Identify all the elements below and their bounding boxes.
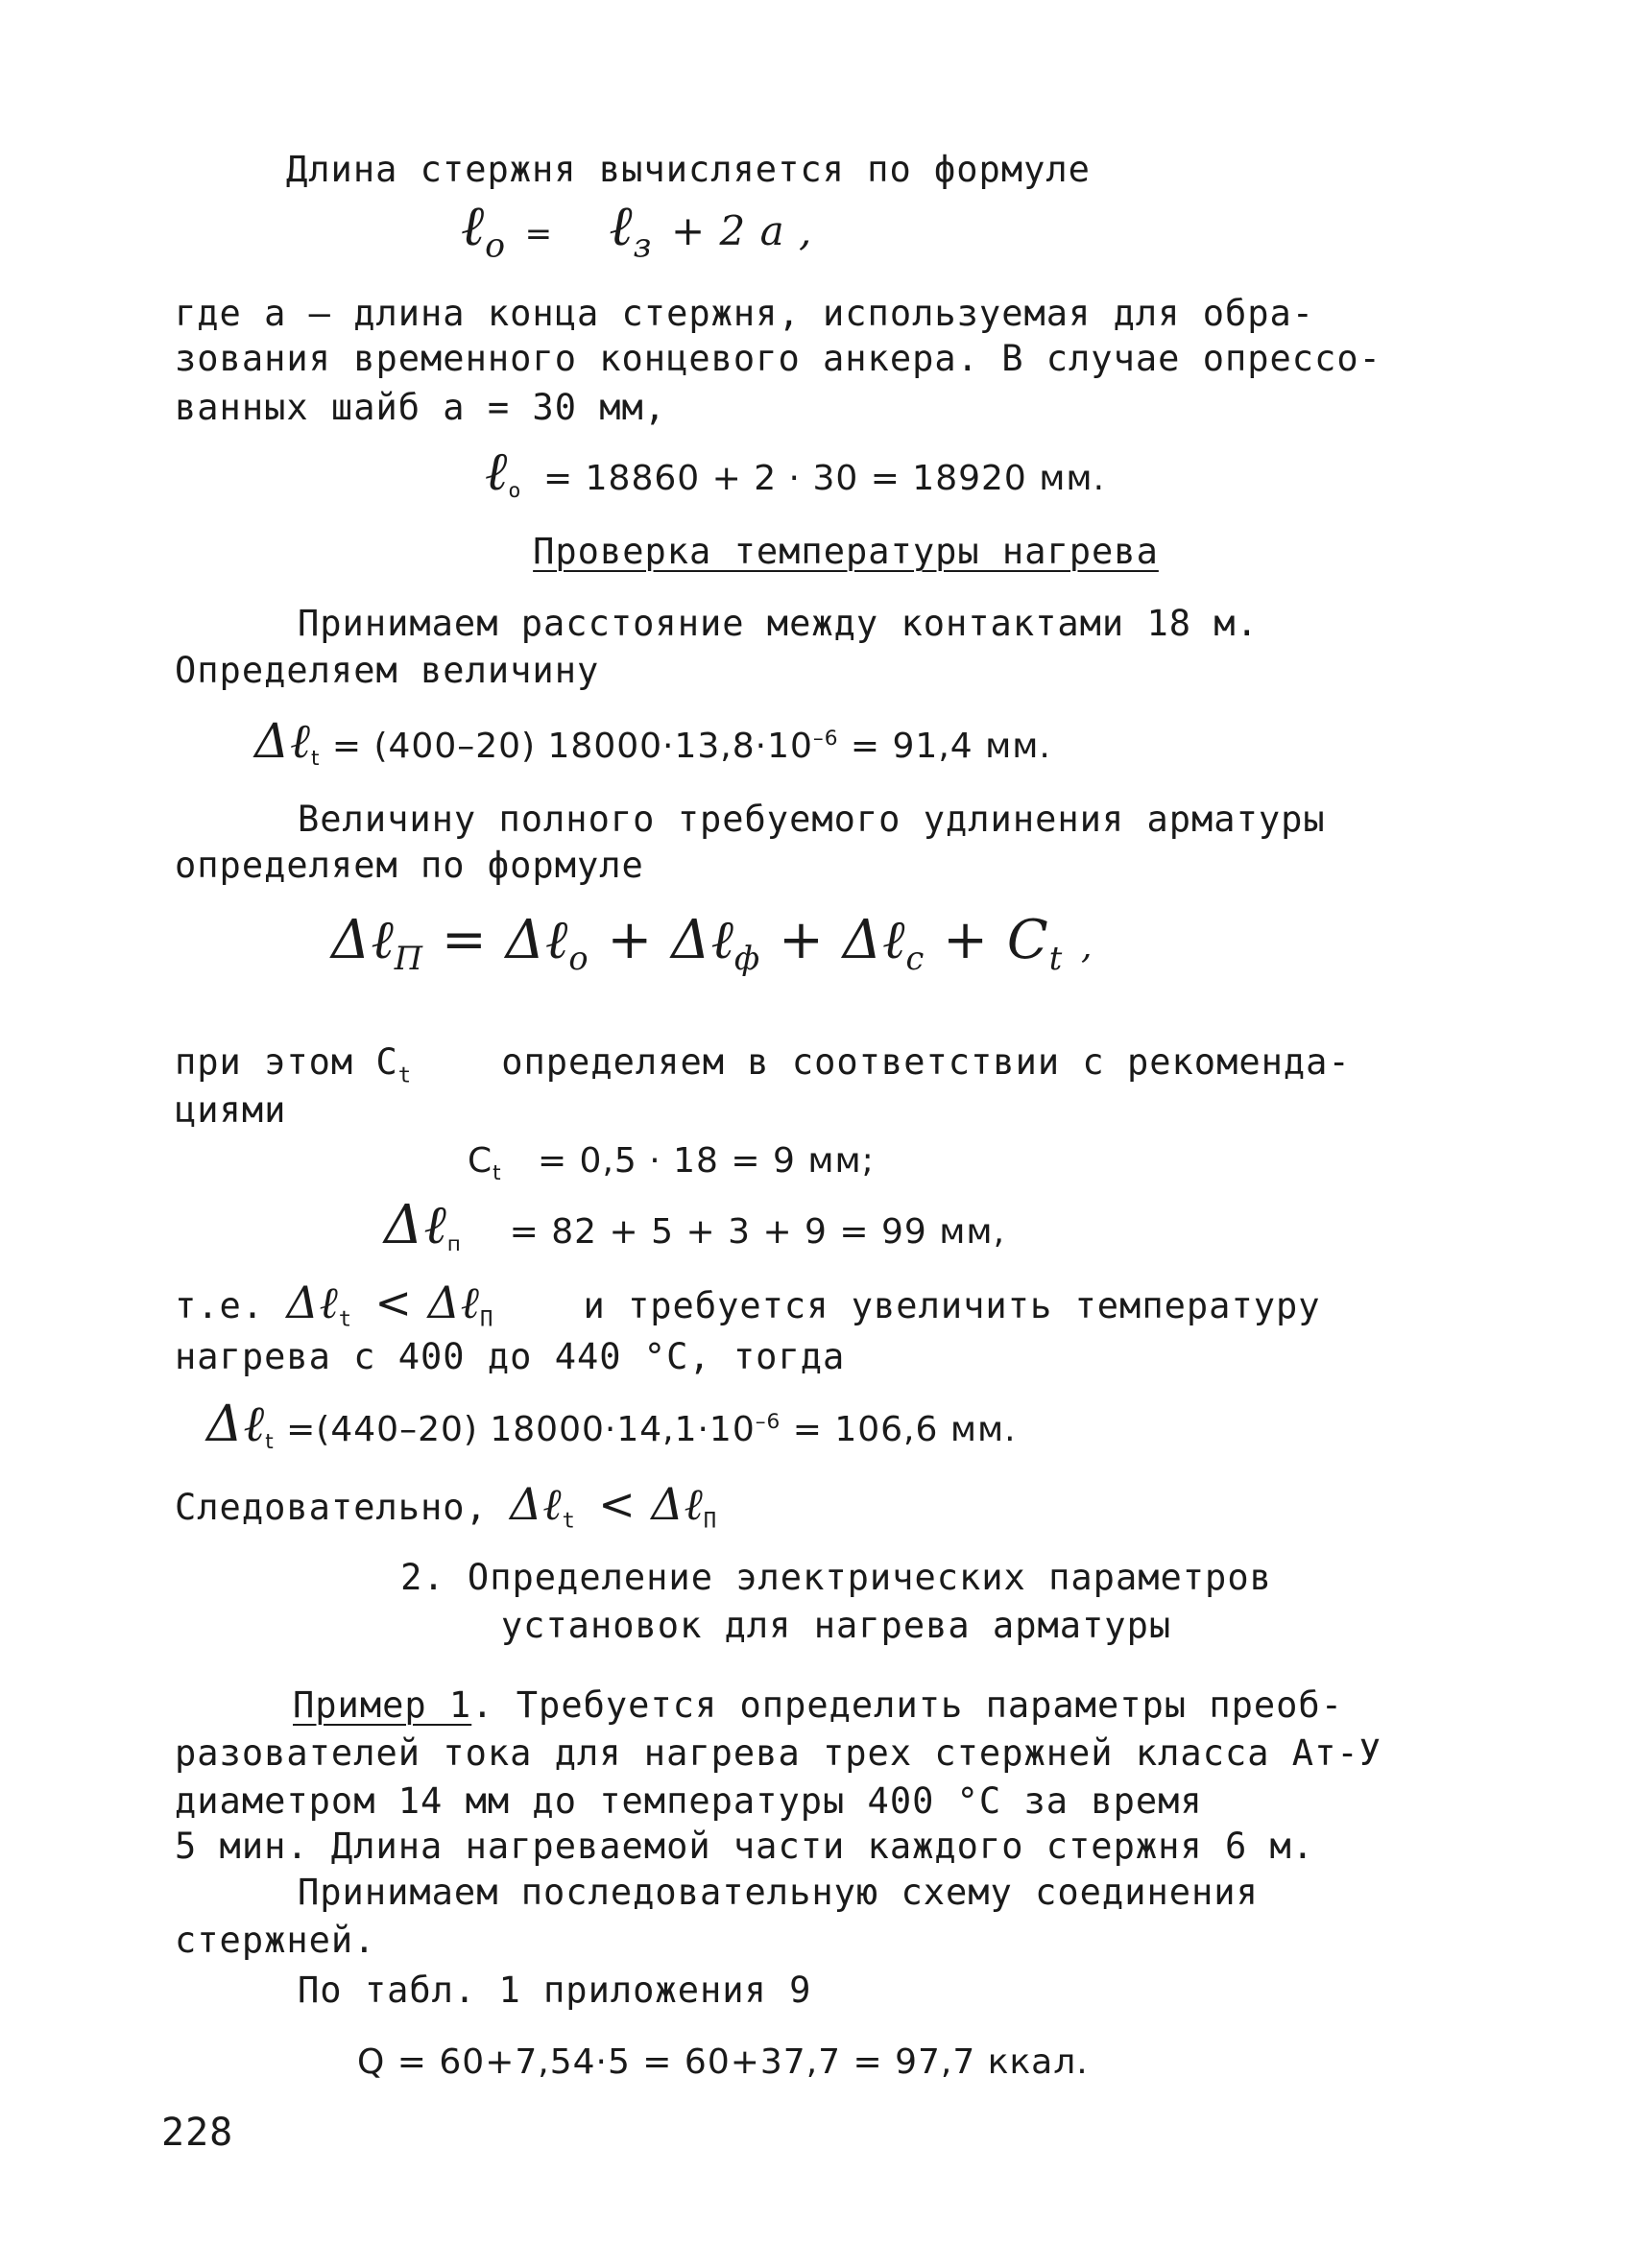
formula-ct xyxy=(468,1140,875,1195)
formula-heat: Q = 60+7,54·5 = 60+37,7 = 97,7 ккал. xyxy=(357,2042,1089,2082)
formula-symbol: < Δℓ xyxy=(374,1277,480,1328)
formula-body: = 0,5 · 18 = 9 мм; xyxy=(537,1141,875,1181)
formula-subscript: t xyxy=(562,1508,576,1534)
text-subscript: t xyxy=(397,1062,413,1088)
text-fragment: Следовательно, xyxy=(175,1487,488,1528)
formula-subscript: t xyxy=(265,1430,275,1455)
text-line: диаметром 14 мм до температуры 400 °C за время xyxy=(175,1780,1203,1822)
formula-delta-t xyxy=(254,713,1051,780)
formula-subscript: о xyxy=(568,940,589,978)
formula-tail: = 91,4 мм. xyxy=(850,727,1051,766)
text-fragment: и требуется увеличить температуру xyxy=(583,1285,1321,1326)
formula-subscript: з xyxy=(633,227,653,266)
section-heading: Проверка температуры нагрева xyxy=(533,531,1159,572)
formula-delta-t-2 xyxy=(206,1396,1017,1464)
formula-delta-p xyxy=(384,1194,1006,1266)
formula-length-value xyxy=(485,441,1106,513)
formula-symbol: Δℓ xyxy=(206,1396,266,1453)
formula-term: + Δℓ xyxy=(607,909,734,971)
formula-subscript: П xyxy=(703,1508,718,1534)
text-line: Принимаем расстояние между контактами 18 м. xyxy=(298,603,1259,644)
text-fragment: при этом C xyxy=(175,1041,398,1083)
text-line: По табл. 1 приложения 9 xyxy=(298,1970,812,2011)
page-number: 228 xyxy=(161,2111,234,2155)
text-line: где a – длина конца стержня, используемая для обра- xyxy=(175,293,1315,334)
formula-tail: = 106,6 мм. xyxy=(792,1410,1017,1449)
text-line: определяем по формуле xyxy=(175,845,644,886)
formula-equals: = xyxy=(524,215,554,253)
formula-tail: , xyxy=(1081,927,1093,967)
formula-subscript: о xyxy=(508,479,522,504)
formula-subscript: t xyxy=(310,747,321,772)
formula-subscript: t xyxy=(1048,940,1064,978)
formula-subscript: ф xyxy=(733,940,761,978)
text-line xyxy=(175,1277,1321,1340)
formula-term: Δℓ xyxy=(331,909,395,971)
formula-length xyxy=(461,192,812,280)
text-fragment: т.е. xyxy=(175,1285,265,1326)
text-line: циями xyxy=(175,1089,287,1131)
text-line: Определяем величину xyxy=(175,650,600,691)
text-line: Длина стержня вычисляется по формуле xyxy=(286,149,1091,190)
formula-exponent: –6 xyxy=(755,1410,781,1434)
formula-subscript: п xyxy=(446,1232,462,1257)
text-line: нагрева с 400 до 440 °C, тогда xyxy=(175,1336,846,1377)
text-line: Принимаем последовательную схему соединения xyxy=(298,1872,1259,1913)
formula-subscript: о xyxy=(485,227,507,266)
formula-body: = 18860 + 2 · 30 = 18920 мм. xyxy=(543,459,1106,498)
formula-subscript: с xyxy=(905,940,925,978)
section-heading: 2. Определение электрических параметров xyxy=(400,1557,1272,1598)
formula-body: =(440–20) 18000·14,1·10 xyxy=(286,1410,756,1449)
example-label: Пример 1 xyxy=(293,1684,472,1726)
text-line: ванных шайб a = 30 мм, xyxy=(175,387,667,428)
formula-subscript: П xyxy=(479,1306,494,1332)
text-line: стержней. xyxy=(175,1920,376,1961)
text-line: зования временного концевого анкера. В случае опрессо- xyxy=(175,338,1382,379)
text-line: разователей тока для нагрева трех стержней класса Ат-У xyxy=(175,1732,1382,1774)
formula-body: = (400–20) 18000·13,8·10 xyxy=(331,727,813,766)
formula-term: = Δℓ xyxy=(441,909,569,971)
formula-subscript: t xyxy=(493,1161,502,1186)
formula-term: + Δℓ xyxy=(779,909,906,971)
formula-term: + C xyxy=(943,909,1049,971)
text-line: Величину полного требуемого удлинения арматуры xyxy=(298,799,1326,840)
formula-elongation xyxy=(331,907,1093,992)
formula-subscript: t xyxy=(338,1306,353,1332)
formula-symbol: ℓ xyxy=(485,441,509,503)
formula-symbol: Δℓ xyxy=(286,1277,339,1328)
formula-tail: + 2 a , xyxy=(670,207,813,254)
formula-exponent: –6 xyxy=(812,727,839,751)
formula-symbol: < Δℓ xyxy=(598,1478,704,1530)
formula-body: = 82 + 5 + 3 + 9 = 99 мм, xyxy=(509,1212,1006,1252)
formula-symbol: Δℓ xyxy=(254,713,311,769)
formula-symbol: ℓ xyxy=(461,193,486,258)
section-heading: установок для нагрева арматуры xyxy=(500,1605,1172,1646)
formula-symbol: C xyxy=(468,1141,493,1181)
text-fragment: определяем в соответствии с рекоменда- xyxy=(501,1041,1351,1083)
text-fragment: . Требуется определить параметры преоб- xyxy=(471,1684,1343,1726)
formula-symbol: ℓ xyxy=(609,193,634,258)
text-line xyxy=(175,1041,1351,1096)
text-line xyxy=(293,1684,1343,1727)
formula-symbol: Δℓ xyxy=(510,1478,563,1530)
text-line: 5 мин. Длина нагреваемой части каждого стержня 6 м. xyxy=(175,1826,1315,1867)
formula-symbol: Δℓ xyxy=(384,1194,447,1256)
text-line xyxy=(175,1478,718,1541)
formula-subscript: П xyxy=(394,940,424,978)
